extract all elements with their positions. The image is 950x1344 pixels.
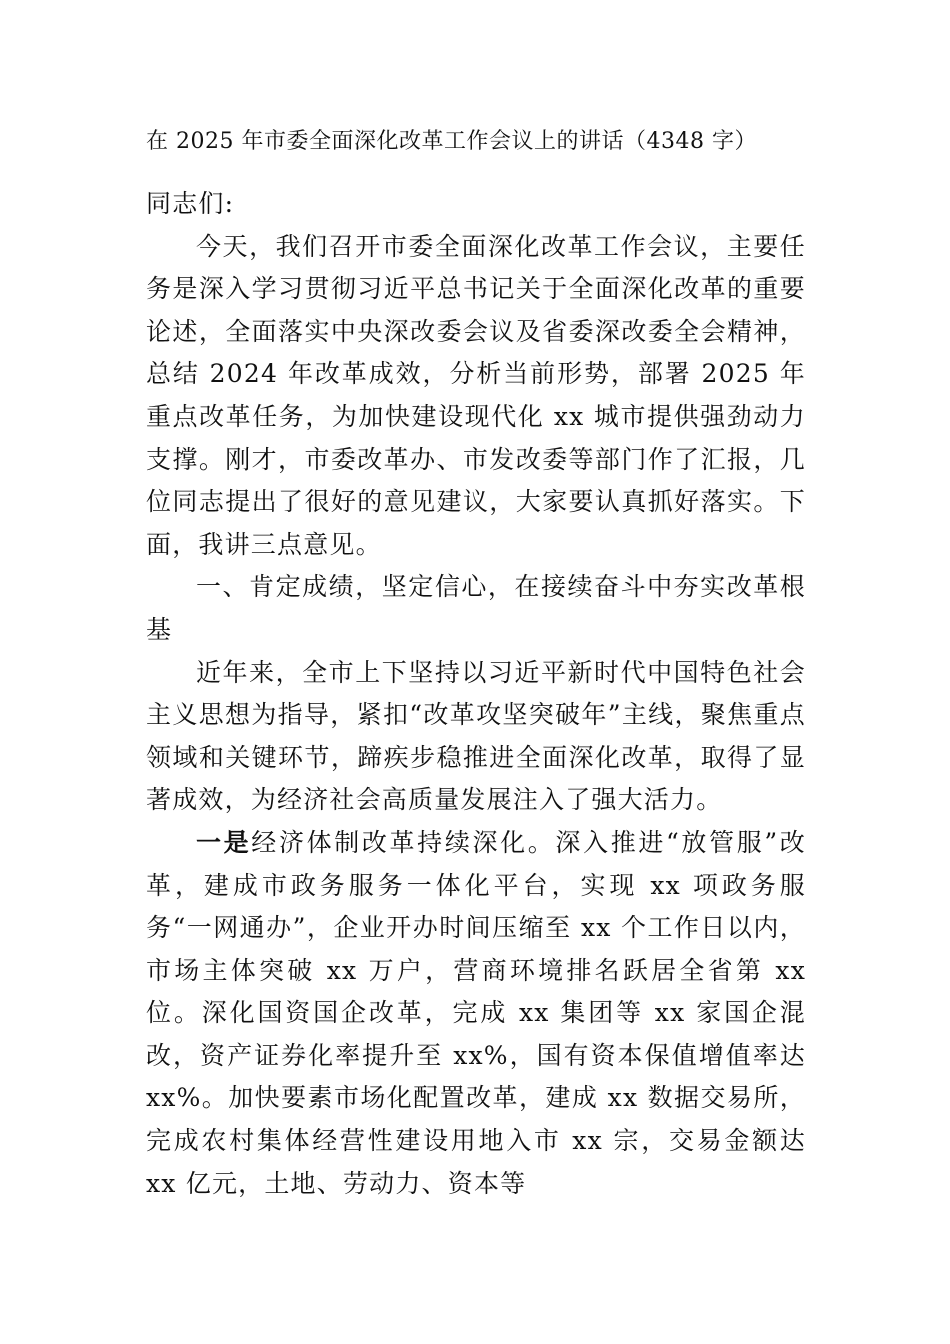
paragraph-economic-reform [146,822,806,1205]
document-title: 在 2025 年市委全面深化改革工作会议上的讲话（4348 字） [146,129,757,154]
section-heading-1: 一、肯定成绩，坚定信心，在接续奋斗中夯实改革根基 [146,572,806,644]
paragraph-lead-bold: 一是 [196,827,252,857]
paragraph-intro: 今天，我们召开市委全面深化改革工作会议，主要任务是深入学习贯彻习近平总书记关于全面深化改革的重要论述，全面落实中央深改委会议及省委深改委全会精神，总结 2024 年改革成效，分析当前形势，部署 2025 年重点改革任务，为加快建设现代化 xx 城市提供强劲动力支撑。刚才，市委改革办、市发改委等部门作了汇报，几位同志提出了很好的意见建议，大家要认真抓好落实。下面，我讲三点意见。 [146,231,806,559]
document-body [146,183,806,1205]
paragraph-economic-text: 经济体制改革持续深化。深入推进“放管服”改革，建成市政务服务一体化平台，实现 xx 项政务服务“一网通办”，企业开办时间压缩至 xx 个工作日以内，市场主体突破 xx 万户，营商环境排名跃居全省第 xx 位。深化国资国企改革，完成 xx 集团等 xx 家国企混改，资产证券化率提升至 xx%，国有资本保值增值率达 xx%。加快要素市场化配置改革，建成 xx 数据交易所，完成农村集体经营性建设用地入市 xx 宗，交易金额达 xx 亿元，土地、劳动力、资本等 [146,827,806,1198]
salutation: 同志们: [146,189,235,218]
paragraph-achievements: 近年来，全市上下坚持以习近平新时代中国特色社会主义思想为指导，紧扣“改革攻坚突破年”主线，聚焦重点领域和关键环节，蹄疾步稳推进全面深化改革，取得了显著成效，为经济社会高质量发展注入了强大活力。 [146,657,806,815]
